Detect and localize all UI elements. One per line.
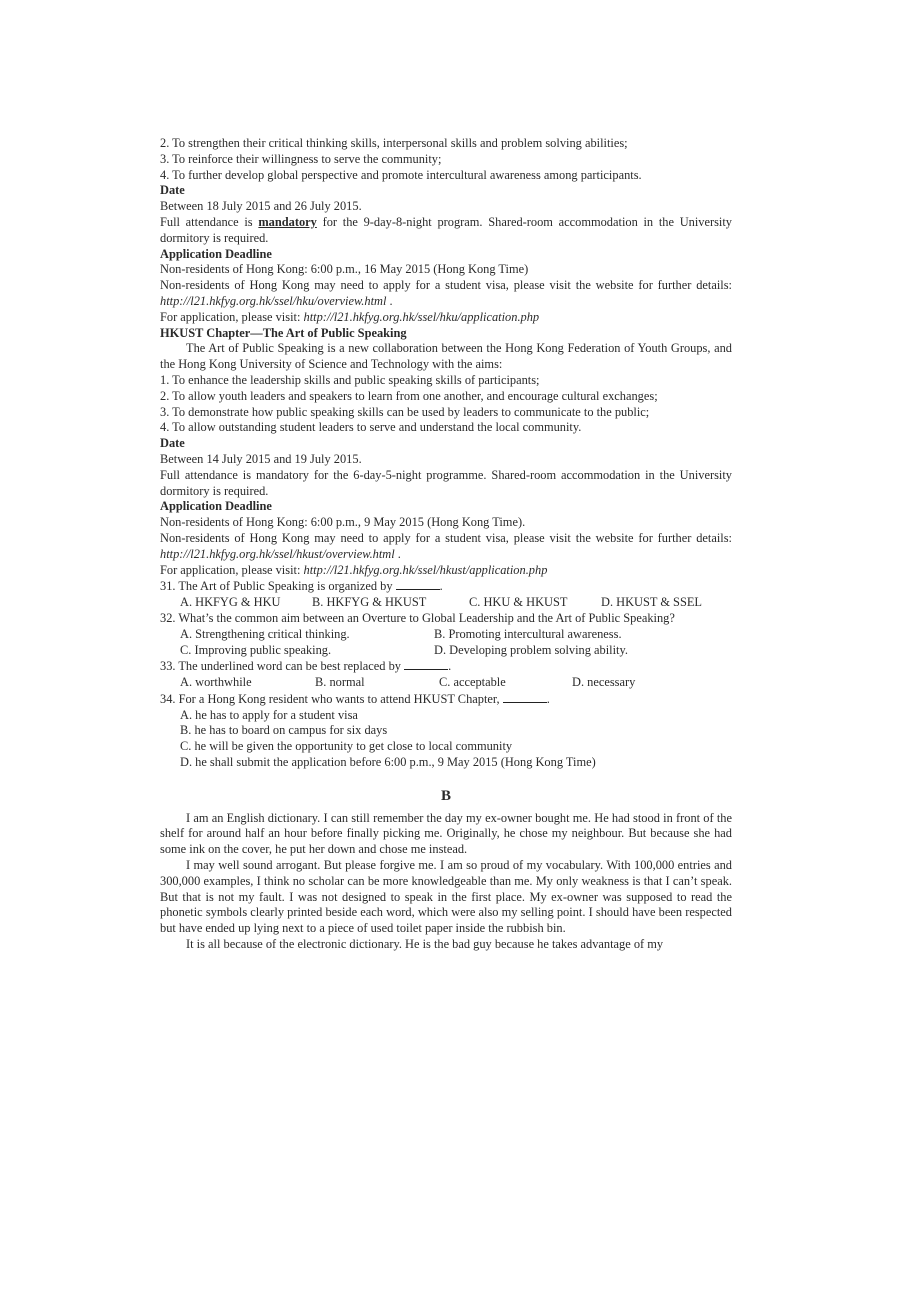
q34-option-a[interactable]: A. he has to apply for a student visa [180,707,358,722]
hkust-aim-3: 3. To demonstrate how public speaking skills can be used by leaders to communicate to the public; [160,404,650,419]
exam-page [160,136,732,953]
q33-option-a[interactable]: A. worthwhile [180,675,252,690]
q34-end: . [546,691,550,706]
hkust-aim-1: 1. To enhance the leadership skills and public speaking skills of participants; [160,372,540,387]
q31-stem: 31. The Art of Public Speaking is organized by [160,579,396,594]
hku-application-link[interactable]: http://l21.hkfyg.org.hk/ssel/hku/application.php [303,309,540,324]
hkust-deadline: Non-residents of Hong Kong: 6:00 p.m., 9 May 2015 (Hong Kong Time). [160,515,526,530]
hku-aim-2: 2. To strengthen their critical thinking skills, interpersonal skills and problem solving abilities; [160,136,628,150]
answer-blank [503,691,547,703]
passage-b-paragraph-2: I may well sound arrogant. But please forgive me. I am so proud of my vocabulary. With 100,000 entries and 300,000 examples, I think no scholar can be more knowledgeable than me. My only weakness is that I can’t speak. But that is not my fault. I was not designed to speak in the first place. My ex-owner was supposed to read the phonetic symbols clearly printed beside each word, which were also my selling point. I should have been respected but have ended up lying next to a piece of used toilet paper inside the rubbish bin. [160,858,732,936]
passage-b-paragraph-3: It is all because of the electronic dictionary. He is the bad guy because he takes advantage of my [186,937,664,952]
hkust-date-heading: Date [160,436,185,451]
q32-options-row1 [160,627,732,643]
q33-options [160,675,732,691]
q31-options [160,595,732,611]
hkust-overview-link[interactable]: http://l21.hkfyg.org.hk/ssel/hkust/overview.html [160,546,395,561]
q32-option-d[interactable]: D. Developing problem solving ability. [434,642,628,657]
hku-apply-pre: For application, please visit: [160,309,304,324]
hku-deadline-heading: Application Deadline [160,246,272,261]
q33-end: . [448,659,452,674]
q33-option-b[interactable]: B. normal [315,675,365,690]
hkust-heading: HKUST Chapter—The Art of Public Speaking [160,325,407,340]
hku-visa-pre: Non-residents of Hong Kong may need to apply for a student visa, please visit the website for further details: [160,278,732,293]
hku-date-heading: Date [160,183,185,198]
section-b-heading: B [440,787,451,804]
hku-aim-3: 3. To reinforce their willingness to serve the community; [160,151,442,166]
hkust-visa-pre: Non-residents of Hong Kong may need to apply for a student visa, please visit the website for further details: [160,530,732,545]
q31-end: . [439,579,443,594]
q31-option-a[interactable]: A. HKFYG & HKU [180,595,281,610]
hkust-intro: The Art of Public Speaking is a new collaboration between the Hong Kong Federation of Youth Groups, and the Hong Kong University of Science and Technology with the aims: [160,341,732,372]
hkust-attendance: Full attendance is mandatory for the 6-day-5-night programme. Shared-room accommodation in the University dormitory is required. [160,467,732,498]
hkust-aim-4: 4. To allow outstanding student leaders to serve and understand the local community. [160,420,582,435]
hkust-visa-note [160,531,732,563]
hku-aim-4: 4. To further develop global perspective and promote intercultural awareness among participants. [160,167,642,182]
q32-option-b[interactable]: B. Promoting intercultural awareness. [434,626,622,641]
answer-blank [404,658,448,670]
hkust-application-link[interactable]: http://l21.hkfyg.org.hk/ssel/hkust/application.php [303,562,548,577]
hkust-visa-post: . [394,546,401,561]
hku-attendance-post: for the 9-day-8-night program. Shared-room accommodation in the University dormitory is required. [160,214,733,245]
question-32: 32. What’s the common aim between an Overture to Global Leadership and the Art of Public Speaking? [160,610,675,625]
q33-option-d[interactable]: D. necessary [572,675,636,690]
q33-option-c[interactable]: C. acceptable [439,675,506,690]
q34-option-d[interactable]: D. he shall submit the application before 6:00 p.m., 9 May 2015 (Hong Kong Time) [180,755,596,770]
hkust-date: Between 14 July 2015 and 19 July 2015. [160,451,362,466]
hku-overview-link[interactable]: http://l21.hkfyg.org.hk/ssel/hku/overview.html [160,293,387,308]
hku-date: Between 18 July 2015 and 26 July 2015. [160,199,362,214]
underlined-word: mandatory [258,214,317,229]
q32-option-c[interactable]: C. Improving public speaking. [180,642,332,657]
q33-stem: 33. The underlined word can be best replaced by [160,659,405,674]
question-34 [160,691,732,708]
hku-attendance [160,215,732,247]
hku-deadline: Non-residents of Hong Kong: 6:00 p.m., 16 May 2015 (Hong Kong Time) [160,262,529,277]
q34-option-c[interactable]: C. he will be given the opportunity to get close to local community [180,739,513,754]
q32-options-row2 [160,643,732,659]
hku-visa-note [160,278,732,310]
hku-visa-post: . [386,293,393,308]
hku-apply [160,310,732,326]
hkust-apply [160,563,732,579]
hkust-aim-2: 2. To allow youth leaders and speakers to learn from one another, and encourage cultural exchanges; [160,388,658,403]
question-31 [160,578,732,595]
hkust-deadline-heading: Application Deadline [160,499,272,514]
q31-option-c[interactable]: C. HKU & HKUST [469,595,568,610]
hkust-apply-pre: For application, please visit: [160,562,304,577]
passage-b-paragraph-1: I am an English dictionary. I can still remember the day my ex-owner bought me. He had stood in front of the shelf for around half an hour before finally picking me. Originally, he chose my neighbour. But because she had some ink on the cover, he put her down and chose me instead. [160,810,732,857]
question-33 [160,658,732,675]
q31-option-d[interactable]: D. HKUST & SSEL [601,595,702,610]
answer-blank [396,578,440,590]
q32-option-a[interactable]: A. Strengthening critical thinking. [180,626,350,641]
hku-attendance-pre: Full attendance is [160,214,259,229]
q31-option-b[interactable]: B. HKFYG & HKUST [312,595,427,610]
q34-option-b[interactable]: B. he has to board on campus for six days [180,723,388,738]
q34-stem: 34. For a Hong Kong resident who wants to attend HKUST Chapter, [160,691,503,706]
